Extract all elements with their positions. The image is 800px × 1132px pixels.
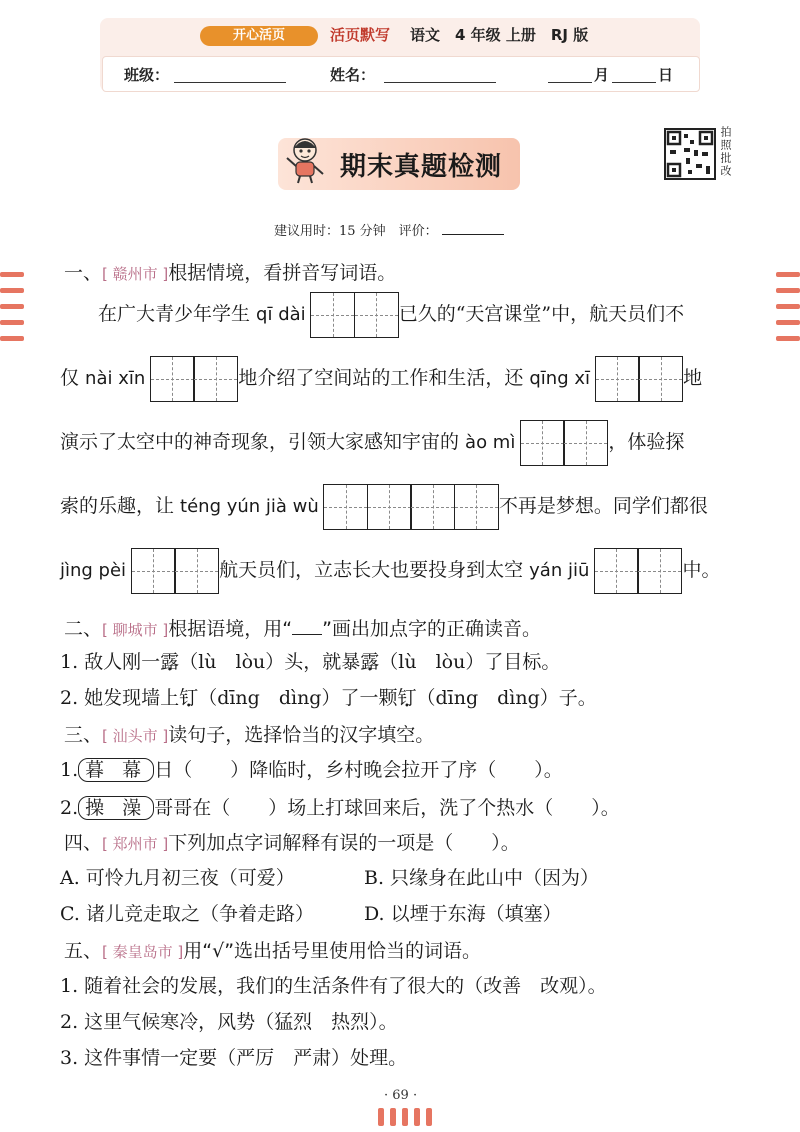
q2-instruction: 根据语境，用“ (168, 618, 293, 640)
mascot-icon (284, 136, 326, 184)
day-field[interactable] (612, 82, 656, 83)
month-label: 月 (594, 66, 610, 84)
pinyin-label: qīng xī (529, 368, 591, 389)
right-stripes (776, 272, 800, 341)
q2-options[interactable]: （dīng dìng）子。 (416, 687, 597, 709)
class-label: 班级： (124, 66, 170, 84)
q5-instruction: 用“√”选出括号里使用恰当的词语。 (183, 940, 482, 962)
answer-grid-jingpei[interactable] (132, 548, 219, 594)
q4-number: 四、 (64, 832, 103, 854)
q4-option-c[interactable]: C. 诸儿竞走取之（争着走路） (60, 903, 314, 925)
q2-options[interactable]: （lù lòu）了目标。 (379, 651, 561, 673)
answer-grid-yanjiu[interactable] (595, 548, 682, 594)
q4-city: [ 郑州市 ] (102, 835, 169, 853)
q1-line-4 (60, 484, 708, 530)
q1-heading (64, 258, 396, 285)
answer-grid-qingxi[interactable] (596, 356, 683, 402)
q3-text[interactable]: 哥哥在（ ）场上打球回来后，洗了个热水（ ）。 (154, 797, 620, 819)
dotted-char: 钉 (179, 687, 199, 709)
page-title: 期末真题检测 (340, 152, 503, 182)
q2-instruction: ”画出加点字的正确读音。 (322, 618, 541, 640)
series-title: 活页默写 (330, 26, 391, 44)
q4-option-b[interactable]: B. 只缘身在此山中（因为） (364, 867, 600, 889)
q1-instruction: 根据情境，看拼音写词语。 (168, 262, 397, 284)
q1-text: 中。 (682, 559, 721, 581)
qr-caption: 拍照批改 (719, 126, 732, 178)
q1-text: 索的乐趣，让 (60, 495, 181, 517)
q2-options[interactable]: （lù lòu）头，就暴 (179, 651, 361, 673)
qr-code-icon[interactable] (664, 128, 716, 180)
pinyin-label: ào mì (465, 432, 516, 453)
q2-city: [ 聊城市 ] (102, 621, 169, 639)
q3-text[interactable]: 日（ ）降临时，乡村晚会拉开了序（ ）。 (154, 759, 563, 781)
name-label: 姓名： (330, 66, 376, 84)
subject-grade: 语文 4 年级 上册 RJ 版 (410, 26, 589, 44)
q1-number: 一、 (64, 262, 103, 284)
left-stripes (0, 272, 24, 341)
q4-heading (64, 828, 520, 855)
pinyin-label: jìng pèi (60, 560, 127, 581)
month-field[interactable] (548, 82, 592, 83)
q3-instruction: 读句子，选择恰当的汉字填空。 (168, 724, 435, 746)
char-options-box: 操 澡 (78, 796, 154, 820)
q5-line-1[interactable]: 1. 随着社会的发展，我们的生活条件有了很大的（改善 改观）。 (60, 975, 607, 997)
q1-text: 已久的“天宫课堂”中，航天员们不 (398, 303, 685, 325)
q2-heading (64, 614, 541, 641)
q1-city: [ 赣州市 ] (102, 265, 169, 283)
dotted-char: 钉 (397, 687, 417, 709)
char-options-box: 暮 幕 (78, 758, 154, 782)
q2-text: 2. 她发现墙上 (60, 687, 180, 709)
q3-item-number: 1. (60, 759, 79, 781)
q3-heading (64, 720, 434, 747)
q2-text: 1. 敌人刚一 (60, 651, 161, 673)
q2-line-2 (60, 684, 597, 712)
q4-option-a[interactable]: A. 可怜九月初三夜（可爱） (60, 867, 295, 889)
class-field[interactable] (174, 82, 286, 83)
answer-grid-qidai[interactable] (312, 292, 399, 338)
q3-item-number: 2. (60, 797, 79, 819)
q1-text: 不再是梦想。同学们都很 (498, 495, 708, 517)
underline-sample (292, 616, 322, 635)
q1-line-1 (98, 292, 684, 338)
q5-line-2[interactable]: 2. 这里气候寒冷，风势（猛烈 热烈）。 (60, 1011, 398, 1033)
answer-grid-aomi[interactable] (521, 420, 608, 466)
answer-grid-tengyunjiawu[interactable] (325, 484, 499, 530)
q5-line-3[interactable]: 3. 这件事情一定要（严厉 严肃）处理。 (60, 1047, 408, 1069)
dotted-char: 露 (360, 651, 380, 673)
brand-logo: 开心活页 (200, 26, 318, 46)
q4-instruction[interactable]: 下列加点字词解释有误的一项是（ ）。 (168, 832, 520, 854)
score-field[interactable] (442, 234, 504, 235)
pinyin-label: qī dài (256, 304, 306, 325)
pinyin-label: nài xīn (85, 368, 146, 389)
q1-text: 演示了太空中的神奇现象，引领大家感知宇宙的 (60, 431, 466, 453)
dotted-char: 露 (160, 651, 180, 673)
time-hint-text: 建议用时：15 分钟 评价： (274, 224, 438, 239)
q3-city: [ 汕头市 ] (102, 727, 169, 745)
answer-grid-naixin[interactable] (151, 356, 238, 402)
q4-option-d[interactable]: D. 以堙于东海（填塞） (364, 903, 562, 925)
page-number: · 69 · (384, 1088, 418, 1103)
q1-text: 地 (683, 367, 703, 389)
q1-text: ，体验探 (608, 431, 685, 453)
q1-text: 地介绍了空间站的工作和生活，还 (238, 367, 530, 389)
q2-options[interactable]: （dīng dìng）了一颗 (198, 687, 398, 709)
pinyin-label: téng yún jià wù (180, 496, 319, 517)
student-info-bar (102, 56, 700, 92)
q1-line-3 (60, 420, 684, 466)
name-field[interactable] (384, 82, 496, 83)
q3-line-2 (60, 794, 620, 822)
q1-text: 仅 (60, 367, 86, 389)
q1-line-2 (60, 356, 702, 402)
q5-number: 五、 (64, 940, 103, 962)
q3-number: 三、 (64, 724, 103, 746)
q3-line-1 (60, 756, 563, 784)
q1-line-5 (60, 548, 720, 594)
q2-line-1 (60, 648, 560, 676)
q1-text: 航天员们，立志长大也要投身到太空 (219, 559, 530, 581)
footer-stripes (378, 1108, 432, 1126)
time-hint (274, 220, 504, 239)
q5-city: [ 秦皇岛市 ] (102, 943, 184, 961)
q2-number: 二、 (64, 618, 103, 640)
q1-text: 在广大青少年学生 (98, 303, 257, 325)
pinyin-label: yán jiū (529, 560, 590, 581)
q5-heading (64, 936, 481, 963)
day-label: 日 (658, 66, 674, 84)
